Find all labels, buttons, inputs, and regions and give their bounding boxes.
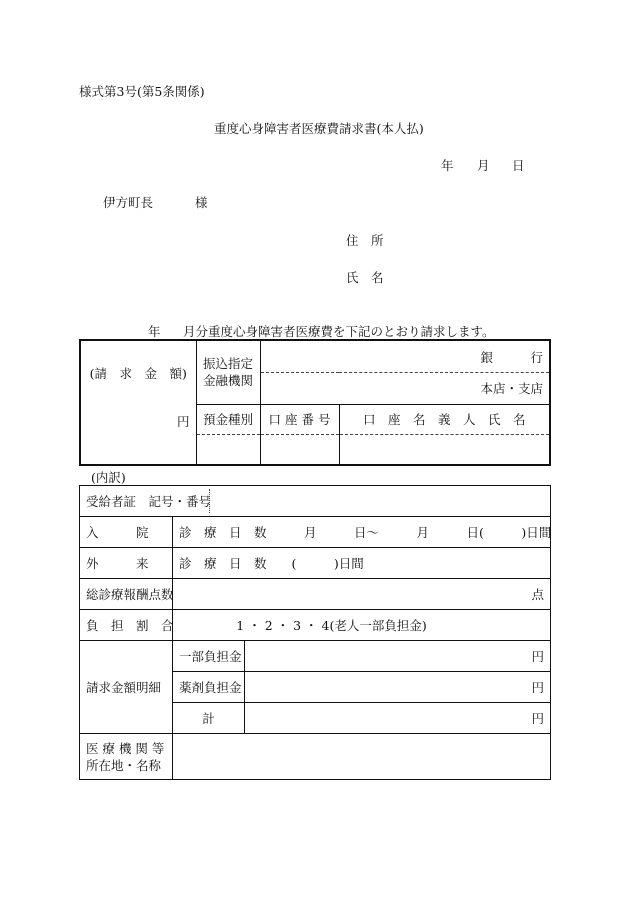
burden-ratio-label: 負 担 割 合: [80, 610, 173, 641]
form-number: 様式第3号(第5条関係): [79, 84, 205, 99]
total-label: 計: [173, 703, 245, 734]
account-holder-field[interactable]: [339, 435, 550, 466]
breakdown-section-label: (内訳): [91, 470, 126, 485]
recipient-cert-field[interactable]: [209, 489, 550, 513]
date-month: 月: [477, 158, 490, 173]
partial-burden-field[interactable]: [245, 641, 551, 672]
breakdown-label: 請求金額明細: [80, 641, 173, 734]
total-field[interactable]: [245, 703, 551, 734]
bank-name-field[interactable]: [260, 340, 550, 373]
branch-label: 本店・支店: [480, 381, 543, 397]
name-label: 氏 名: [346, 270, 384, 285]
date-day: 日: [512, 158, 525, 173]
institution-label: [80, 734, 173, 780]
recipient-cert-row: [80, 486, 551, 517]
outpatient-label: 外 来: [80, 548, 173, 579]
claim-amount-label: (請 求 金 額): [80, 340, 196, 404]
account-holder-label: 口 座 名 義 人 氏 名: [339, 404, 550, 434]
account-number-field[interactable]: [260, 435, 339, 466]
inpatient-days-text: 診 療 日 数 月 日～ 月 日( )日間: [179, 525, 552, 540]
addressee-suffix: 様: [195, 195, 208, 210]
total-points-label: 総診療報酬点数: [80, 579, 173, 610]
burden-ratio-options[interactable]: [173, 610, 551, 641]
yen-unit: 円: [176, 414, 190, 430]
bank-designation-line2: 金融機関: [202, 373, 253, 389]
total-yen: 円: [531, 711, 544, 726]
date-year: 年: [441, 158, 454, 173]
detail-table: [79, 485, 551, 780]
institution-field[interactable]: [173, 734, 551, 780]
request-year: 年: [148, 324, 161, 339]
burden-ratio-value: 1 ・ 2 ・ 3 ・ 4(老人一部負担金): [236, 618, 427, 633]
drug-burden-yen: 円: [531, 680, 544, 695]
request-sentence: 月分重度心身障害者医療費を下記のとおり請求します。: [183, 324, 495, 339]
account-number-label: 口 座 番 号: [260, 404, 339, 434]
partial-burden-yen: 円: [531, 649, 544, 664]
claim-table: [79, 339, 551, 466]
branch-field[interactable]: [260, 373, 550, 405]
addressee: 伊方町長: [103, 195, 154, 210]
points-unit: 点: [531, 587, 544, 602]
claim-amount-field[interactable]: [80, 404, 196, 465]
drug-burden-field[interactable]: [245, 672, 551, 703]
bank-designation-label: [196, 340, 260, 404]
address-label: 住 所: [346, 233, 384, 248]
outpatient-days-field[interactable]: [173, 548, 551, 579]
deposit-type-field[interactable]: [196, 435, 260, 466]
inpatient-days-field[interactable]: [173, 517, 551, 548]
total-points-field[interactable]: [173, 579, 551, 610]
institution-label-line1: 医 療 機 関 等: [86, 740, 165, 756]
outpatient-days-text: 診 療 日 数 ( )日間: [179, 556, 364, 571]
recipient-cert-label: 受給者証 記号・番号: [86, 494, 212, 509]
document-title: 重度心身障害者医療費請求書(本人払): [214, 121, 424, 136]
institution-label-line2: 所在地・名称: [86, 757, 162, 773]
drug-burden-label: 薬剤負担金: [173, 672, 245, 703]
inpatient-label: 入 院: [80, 517, 173, 548]
bank-label: 銀 行: [480, 349, 543, 365]
deposit-type-label: 預金種別: [196, 404, 260, 434]
bank-designation-line1: 振込指定: [202, 356, 253, 372]
partial-burden-label: 一部負担金: [173, 641, 245, 672]
